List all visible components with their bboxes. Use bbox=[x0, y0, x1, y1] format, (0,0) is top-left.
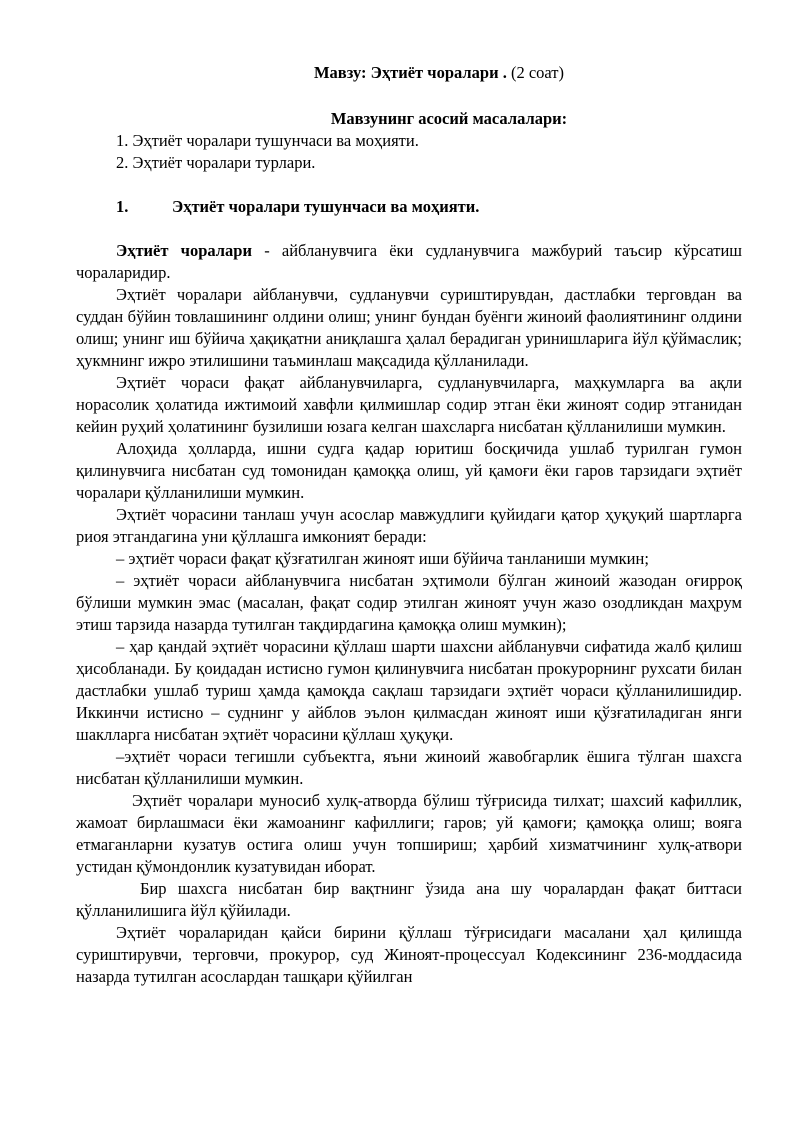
paragraph: Эҳтиёт чораларидан қайси бирини қўллаш тўғрисидаги масалани ҳал қилишда суриштирувчи, терговчи, прокурор, суд Жиноят-процессуал Кодексининг 236-моддасида назарда тутилган асослардан ташқари қўйилган bbox=[76, 923, 742, 986]
section-heading bbox=[76, 196, 742, 218]
document-page bbox=[76, 62, 742, 988]
term-bold: Эҳтиёт чоралари bbox=[116, 241, 252, 260]
dash-item: – эҳтиёт чораси айбланувчига нисбатан эҳтимоли бўлган жиноий жазодан оғирроқ бўлиши мумкин эмас (масалан, фақат содир этилган жиноят учун жазо озодликдан маҳрум этиш тарзида назарда тутилган тақдирдагина қамоққа олиш мумкин); bbox=[76, 571, 742, 634]
paragraph: Эҳтиёт чорасини танлаш учун асослар мавжудлиги қуйидаги қатор ҳуқуқий шартларга риоя этгандагина уни қўллашга имконият беради: bbox=[76, 505, 742, 546]
dash-item: –эҳтиёт чораси тегишли субъектга, яъни жиноий жавобгарлик ёшига тўлган шахсга нисбатан қўлланилиши мумкин. bbox=[76, 747, 742, 788]
title-hours: (2 соат) bbox=[506, 63, 564, 82]
title-bold: Мавзу: Эҳтиёт чоралари . bbox=[313, 63, 507, 82]
paragraph-definition bbox=[76, 240, 742, 284]
list-item: 2. Эҳтиёт чоралари турлари. bbox=[116, 153, 316, 172]
paragraph: Эҳтиёт чораси фақат айбланувчиларга, судланувчиларга, маҳкумларга ва ақли норасолик ҳолатида ижтимоий хавфли қилмишлар содир этган ёки жиноят содир этганидан кейин руҳий ҳолатининг бузилиши юзага келган шахсларга нисбатан қўлланилиши мумкин. bbox=[76, 373, 742, 436]
section-title: Эҳтиёт чоралари тушунчаси ва моҳияти. bbox=[172, 197, 480, 216]
dash-item: – ҳар қандай эҳтиёт чорасини қўллаш шарти шахсни айбланувчи сифатида жалб қилиш ҳисобланади. Бу қоидадан истисно гумон қилинувчига нисбатан прокурорнинг рухсати билан дастлабки ушлаб туриш ҳамда қамоқда сақлаш тарзидаги эҳтиёт чораси қўлланилишидир. Иккинчи истисно – суднинг у айблов эълон қилмасдан жиноят иши қўзғатиладиган янги шаклларга нисбатан эҳтиёт чорасини қўллаш ҳуқуқи. bbox=[76, 637, 742, 744]
page-title bbox=[76, 62, 742, 84]
paragraph: Алоҳида ҳолларда, ишни судга қадар юритиш босқичида ушлаб турилган гумон қилинувчига нисбатан суд томонидан қамоққа олиш, уй қамоғи ёки гаров тарзидаги эҳтиёт чоралари қўлланилиши мумкин. bbox=[76, 439, 742, 502]
list-item: 1. Эҳтиёт чоралари тушунчаси ва моҳияти. bbox=[116, 131, 419, 150]
dash-item: – эҳтиёт чораси фақат қўзғатилган жиноят иши бўйича танланиши мумкин; bbox=[116, 549, 649, 568]
definition-text: - айбланувчига ёки судланувчига мажбурий таъсир кўрсатиш чораларидир. bbox=[76, 241, 742, 282]
paragraph: Эҳтиёт чоралари айбланувчи, судланувчи суриштирувдан, дастлабки терговдан ва суддан бўйин товлашининг олдини олиш; унинг бундан буёнги жиноий фаолиятининг олдини олиш; унинг иш бўйича ҳақиқатни аниқлашга ҳалал берадиган уринишларига йўл қўймаслик; ҳукмнинг ижро этилишини таъминлаш мақсадида қўлланилади. bbox=[76, 285, 742, 370]
paragraph: Бир шахсга нисбатан бир вақтнинг ўзида ана шу чоралардан фақат биттаси қўлланилишига йўл қўйилади. bbox=[76, 879, 742, 920]
subtitle: Мавзунинг асосий масалалари: bbox=[330, 109, 568, 128]
section-number: 1. bbox=[116, 197, 129, 216]
paragraph: Эҳтиёт чоралари муносиб хулқ-атворда бўлиш тўғрисида тилхат; шахсий кафиллик, жамоат бирлашмаси ёки жамоанинг кафиллиги; гаров; уй қамоғи; қамоққа олиш; вояга етмаганларни кузатув остига олиш учун топшириш; ҳарбий хизматчининг хулқ-атвори устидан қўмондонлик кузатувидан иборат. bbox=[76, 791, 742, 876]
